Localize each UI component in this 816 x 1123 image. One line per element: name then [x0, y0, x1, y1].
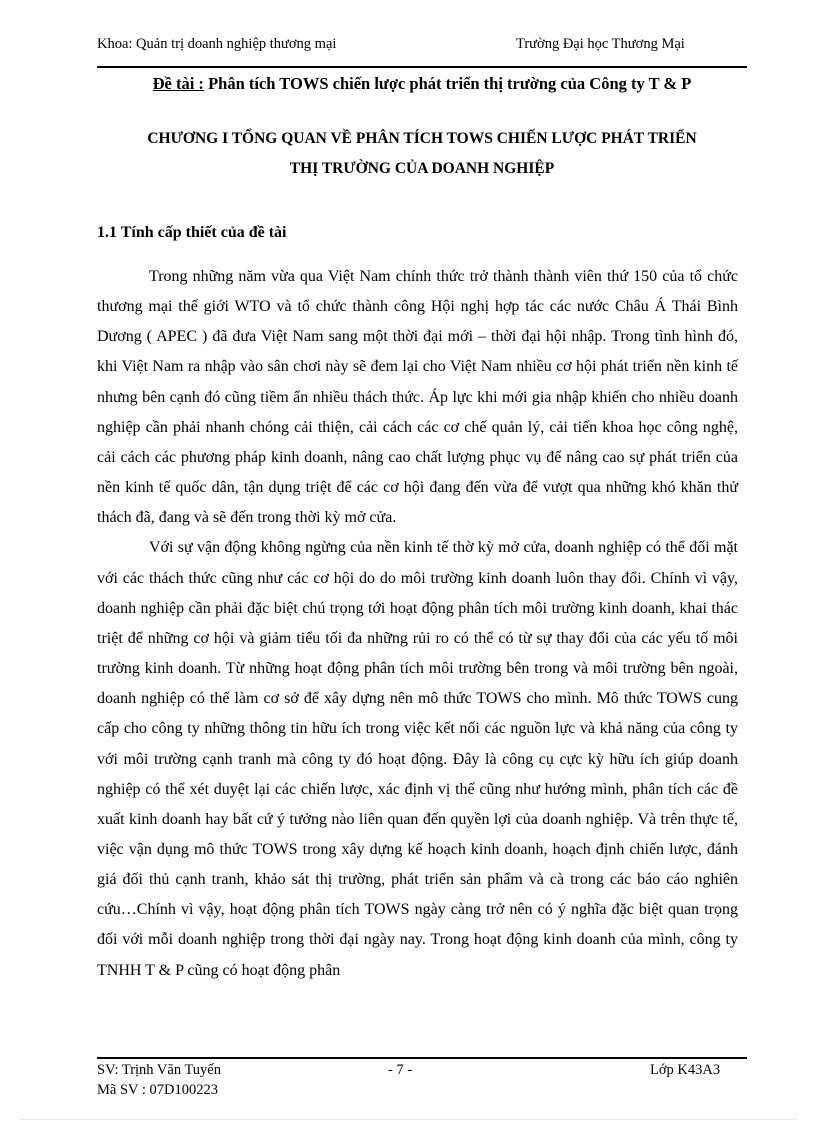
topic-line [97, 74, 747, 94]
section-heading: 1.1 Tính cấp thiết của đề tài [97, 224, 287, 241]
footer-divider [97, 1057, 747, 1059]
page-bottom-edge [20, 1119, 796, 1120]
topic-label: Đề tài : [152, 74, 204, 93]
header-divider [97, 66, 747, 68]
footer-page-number: - 7 - [388, 1062, 413, 1078]
footer-student: SV: Trịnh Văn Tuyến [97, 1062, 221, 1078]
chapter-title-line-1: CHƯƠNG I TỔNG QUAN VỀ PHÂN TÍCH TOWS CHIẾN LƯỢC PHÁT TRIỂN [147, 130, 697, 147]
paragraph-1: Trong những năm vừa qua Việt Nam chính thức trở thành thành viên thứ 150 của tổ chức thương mại thế giới WTO và tổ chức thành công Hội nghị hợp tác các nước Châu Á Thái Bình Dương ( APEC ) đã đưa Việt Nam sang một thời đại mới – thời đại hội nhập. Trong tình hình đó, khi Việt Nam ra nhập vào sân chơi này sẽ đem lại cho Việt Nam nhiều cơ hội phát triển nền kinh tế nhưng bên cạnh đó cũng tiềm ẩn nhiều thách thức. Áp lực khi mới gia nhập khiến cho nhiều doanh nghiệp cần phải nhanh chóng cải thiện, cải cách các cơ chế quản lý, cải tiến khoa học công nghệ, cải cách các phương pháp kinh doanh, nâng cao chất lượng phục vụ để nâng cao sự phát triển của nền kinh tế quốc dân, tận dụng triệt để các cơ hội đang đến vừa để vượt qua những khó khăn thử thách đã, đang và sẽ đến trong thời kỳ mở cửa. [97, 268, 738, 527]
topic-title: Phân tích TOWS chiến lược phát triển thị trường của Công ty T & P [208, 74, 692, 93]
footer-student-id: Mã SV : 07D100223 [97, 1082, 218, 1098]
footer-class: Lớp K43A3 [650, 1062, 721, 1078]
header-university: Trường Đại học Thương Mại [516, 36, 685, 52]
header-faculty: Khoa: Quản trị doanh nghiệp thương mại [97, 36, 337, 52]
body-text [97, 262, 738, 986]
chapter-title [97, 124, 747, 184]
chapter-title-line-2: THỊ TRƯỜNG CỦA DOANH NGHIỆP [289, 160, 555, 177]
paragraph-2: Với sự vận động không ngừng của nền kinh tế thờ kỳ mở cửa, doanh nghiệp có thể đối mặt với các thách thức cũng như các cơ hội do do môi trường kinh doanh luôn thay đổi. Chính vì vậy, doanh nghiệp cần phải đặc biệt chú trọng tới hoạt động phân tích môi trường kinh doanh, khai thác triệt để những cơ hội và giảm tiểu tối đa những rủi ro có thể có từ sự thay đổi của các yếu tố môi trường kinh doanh. Từ những hoạt động phân tích môi trường bên trong và môi trường bên ngoài, doanh nghiệp có thể làm cơ sở để xây dựng nên mô thức TOWS cho mình. Mô thức TOWS cung cấp cho công ty những thông tin hữu ích trong việc kết nối các nguồn lực và khả năng của công ty với môi trường cạnh tranh mà công ty đó hoạt động. Đây là công cụ cực kỳ hữu ích giúp doanh nghiệp có thể xét duyệt lại các chiến lược, xác định vị thế cũng như hướng mình, phân tích các đề xuất kinh doanh hay bất cứ ý tưởng nào liên quan đến quyền lợi của doanh nghiệp. Và trên thực tế, việc vận dụng mô thức TOWS trong xây dựng kế hoạch kinh doanh, hoạch định chiến lược, đánh giá đối thủ cạnh tranh, khảo sát thị trường, phát triển sản phẩm và cà trong các báo cáo nghiên cứu…Chính vì vậy, hoạt động phân tích TOWS ngày càng trở nên có ý nghĩa đặc biệt quan trọng đối với mỗi doanh nghiệp trong thời đại ngày nay. Trong hoạt động kinh doanh của mình, công ty TNHH T & P cũng có hoạt động phân [97, 539, 738, 979]
